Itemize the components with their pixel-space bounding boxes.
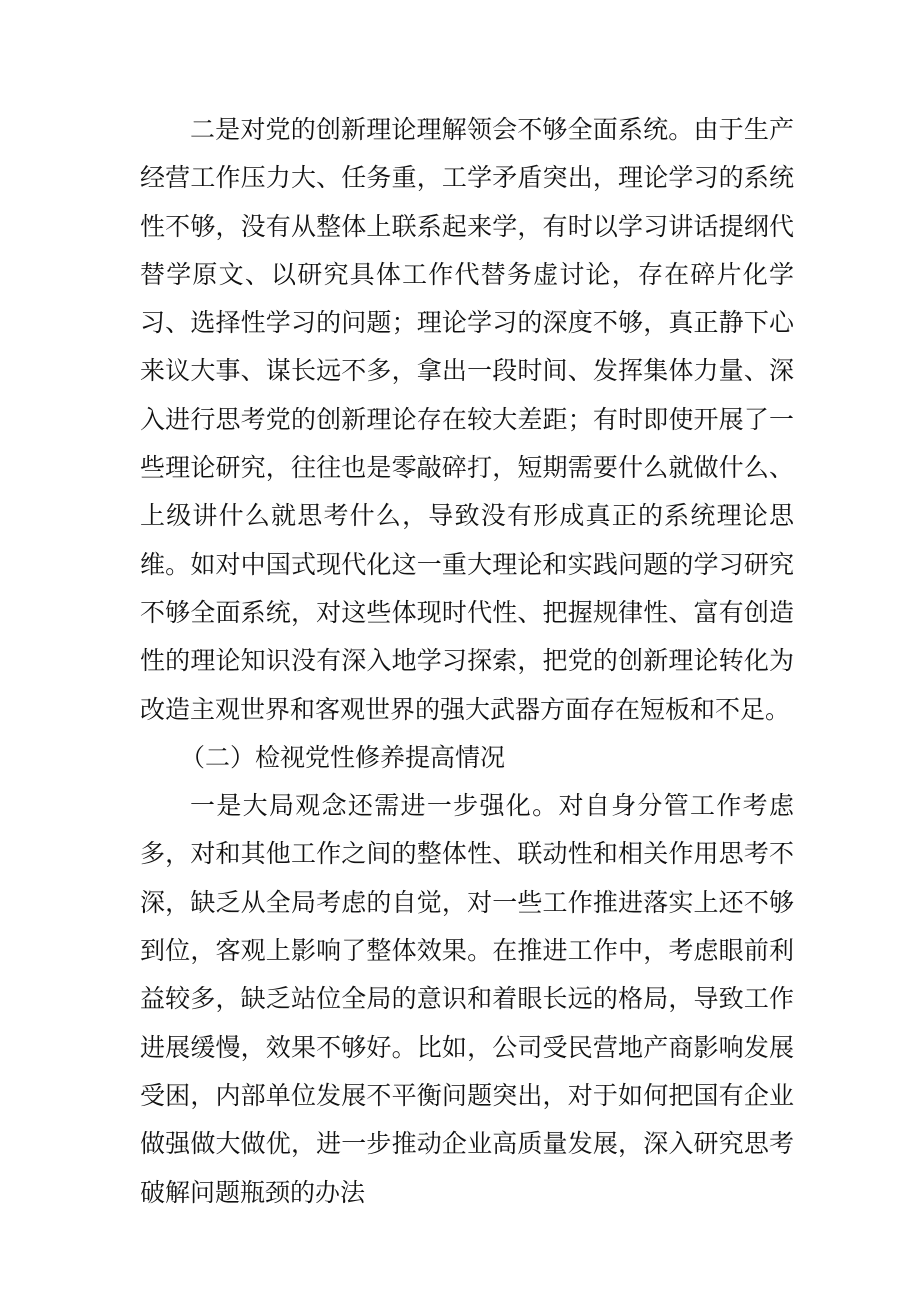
paragraph-theory-study: 二是对党的创新理论理解领会不够全面系统。由于生产经营工作压力大、任务重，工学矛盾突出，理论学习的系统性不够，没有从整体上联系起来学，有时以学习讲话提纲代替学原文、以研究具体工作代替务虚讨论，存在碎片化学习、选择性学习的问题；理论学习的深度不够，真正静下心来议大事、谋长远不多，拿出一段时间、发挥集体力量、深入进行思考党的创新理论存在较大差距；有时即使开展了一些理论研究，往往也是零敲碎打，短期需要什么就做什么、上级讲什么就思考什么，导致没有形成真正的系统理论思维。如对中国式现代化这一重大理论和实践问题的学习研究不够全面系统，对这些体现时代性、把握规律性、富有创造性的理论知识没有深入地学习探索，把党的创新理论转化为改造主观世界和客观世界的强大武器方面存在短板和不足。: [140, 115, 794, 724]
document-body: [140, 106, 794, 1217]
section-heading: （二）检视党性修养提高情况: [180, 742, 506, 772]
paragraph-overall-view: 一是大局观念还需进一步强化。对自身分管工作考虑多，对和其他工作之间的整体性、联动性和相关作用思考不深，缺乏从全局考虑的自觉，对一些工作推进落实上还不够到位，客观上影响了整体效果。在推进工作中，考虑眼前利益较多，缺乏站位全局的意识和着眼长远的格局，导致工作进展缓慢，效果不够好。比如，公司受民营地产商影响发展受困，内部单位发展不平衡问题突出，对于如何把国有企业做强做大做优，进一步推动企业高质量发展，深入研究思考破解问题瓶颈的办法: [140, 791, 794, 1207]
